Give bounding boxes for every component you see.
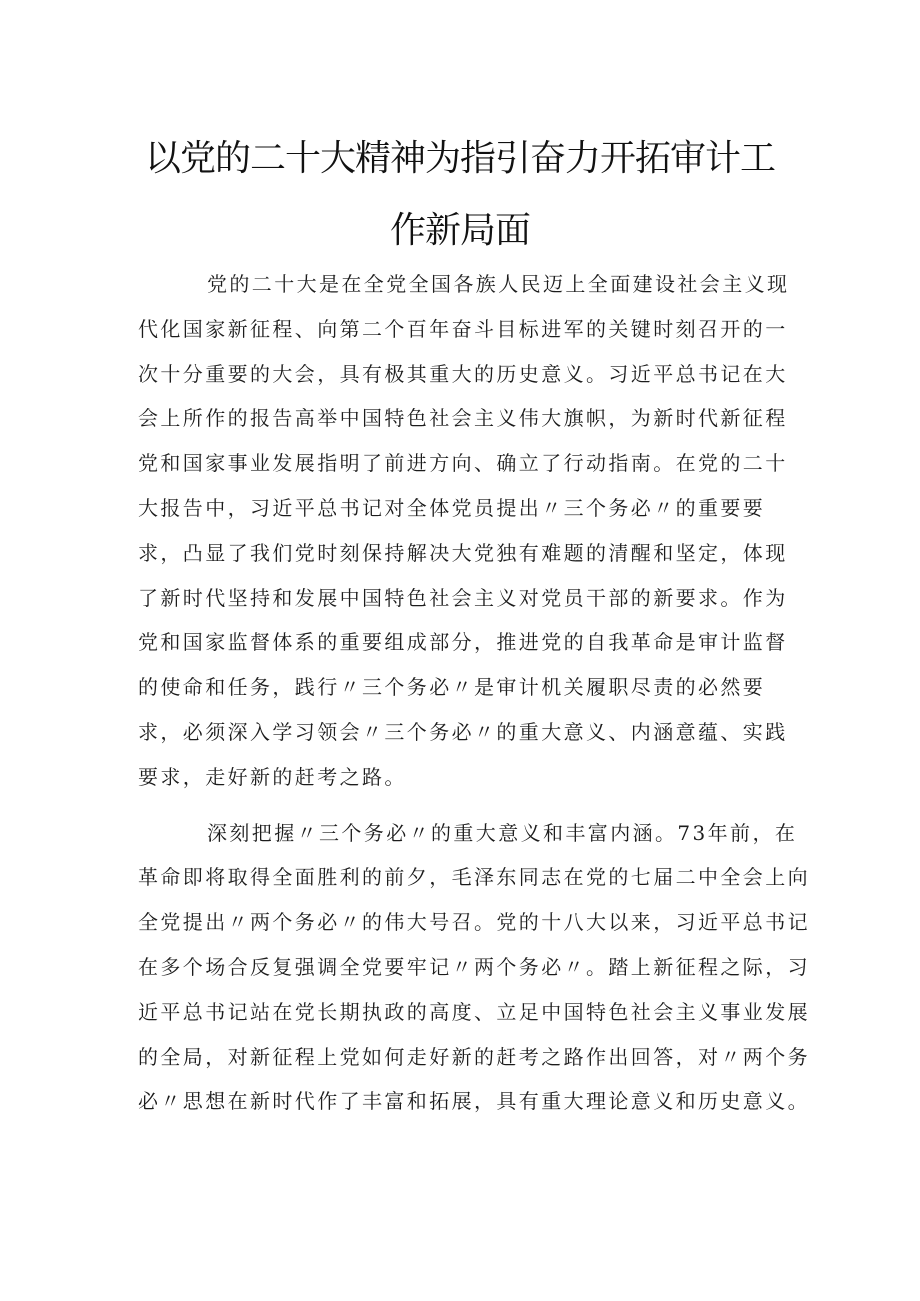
text-line: 革命即将取得全面胜利的前夕，毛泽东同志在党的七届二中全会上向 [138,865,810,890]
text-line: 的使命和任务，践行〃三个务必〃是审计机关履职尽责的必然要 [138,675,766,700]
paragraph-1 [138,262,808,800]
text-line: 深刻把握〃三个务必〃的重大意义和丰富内涵。73年前，在 [207,820,798,845]
text-line: 的全局，对新征程上党如何走好新的赶考之路作出回答，对〃两个务 [138,1044,810,1069]
text-line: 代化国家新征程、向第二个百年奋斗目标进军的关键时刻召开的一 [138,316,788,341]
text-line: 次十分重要的大会，具有极其重大的历史意义。习近平总书记在大 [138,361,788,386]
text-line: 党和国家监督体系的重要组成部分，推进党的自我革命是审计监督 [138,630,788,655]
text-line: 在多个场合反复强调全党要牢记〃两个务必〃。踏上新征程之际，习 [138,954,810,979]
text-line: 党的二十大是在全党全国各族人民迈上全面建设社会主义现 [207,272,790,296]
text-line: 党和国家事业发展指明了前进方向、确立了行动指南。在党的二十 [138,451,788,476]
document-title-line-1: 以党的二十大精神为指引奋力开拓审计工 [144,138,775,179]
text-line: 近平总书记站在党长期执政的高度、立足中国特色社会主义事业发展 [138,999,810,1024]
text-line: 必〃思想在新时代作了丰富和拓展，具有重大理论意义和历史意义。 [138,1089,810,1114]
document-body [138,262,808,1124]
text-line: 求，必须深入学习领会〃三个务必〃的重大意义、内涵意蕴、实践 [138,719,788,744]
text-line: 要求，走好新的赶考之路。 [138,764,407,789]
text-line: 会上所作的报告高举中国特色社会主义伟大旗帜，为新时代新征程 [138,406,788,431]
paragraph-2 [138,811,808,1125]
text-line: 大报告中，习近平总书记对全体党员提出〃三个务必〃的重要要 [138,495,766,520]
text-line: 全党提出〃两个务必〃的伟大号召。党的十八大以来，习近平总书记 [138,910,810,935]
text-line: 求，凸显了我们党时刻保持解决大党独有难题的清醒和坚定，体现 [138,540,788,565]
paragraph-spacer [138,800,808,811]
document-title-line-2: 作新局面 [389,210,530,251]
text-line: 了新时代坚持和发展中国特色社会主义对党员干部的新要求。作为 [138,585,788,610]
